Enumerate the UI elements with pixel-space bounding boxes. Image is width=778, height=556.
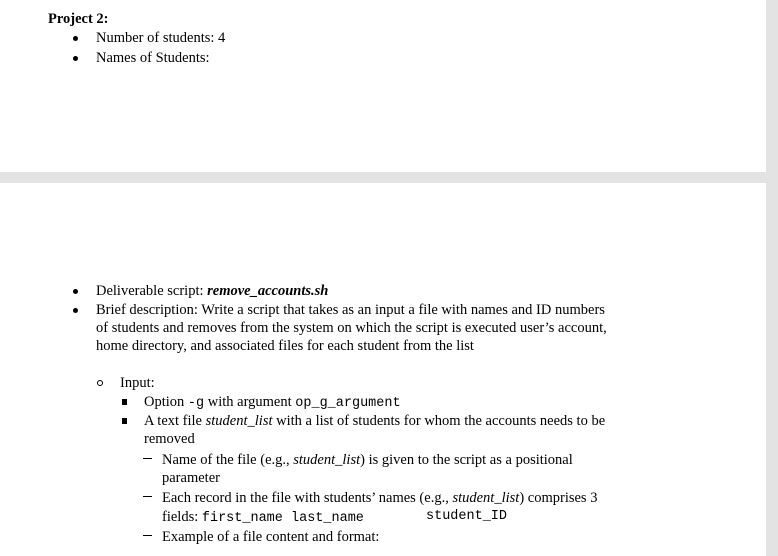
each-record-prefix: Each record in the file with students’ names (e.g., bbox=[162, 490, 453, 506]
option-prefix: Option bbox=[144, 394, 188, 410]
fields-names: first_name last_name bbox=[201, 511, 364, 526]
square-bullet-icon bbox=[122, 418, 127, 424]
name-of-file-line-2: parameter bbox=[162, 470, 220, 486]
option-line bbox=[144, 393, 401, 413]
bullet-icon bbox=[73, 308, 78, 313]
bullet-icon bbox=[73, 56, 78, 61]
dash-bullet-icon bbox=[143, 458, 152, 459]
option-argument: op_g_argument bbox=[295, 396, 401, 411]
deliverable-script-name: remove_accounts.sh bbox=[207, 283, 329, 299]
deliverable-label: Deliverable script: bbox=[96, 283, 208, 299]
each-record-name: student_list bbox=[452, 490, 520, 506]
hollow-bullet-icon bbox=[97, 380, 103, 386]
name-of-file-line-1 bbox=[162, 451, 573, 469]
description-line-1: Brief description: Write a script that takes as an input a file with names and ID numbers bbox=[96, 302, 605, 318]
each-record-suffix: ) comprises 3 bbox=[519, 490, 598, 506]
each-record-line-2 bbox=[162, 508, 364, 528]
bullet-icon bbox=[73, 36, 78, 41]
name-of-file-prefix: Name of the file (e.g., bbox=[162, 452, 294, 468]
option-middle: with argument bbox=[204, 394, 296, 410]
project-heading: Project 2: bbox=[48, 11, 109, 27]
names-of-students: Names of Students: bbox=[96, 50, 210, 66]
number-of-students: Number of students: 4 bbox=[96, 30, 226, 46]
dash-bullet-icon bbox=[143, 535, 152, 536]
description-line-2: of students and removes from the system on which the script is executed user’s account, bbox=[96, 320, 607, 336]
example-label: Example of a file content and format: bbox=[162, 529, 380, 545]
document-page-top bbox=[0, 0, 766, 172]
each-record-line-1 bbox=[162, 489, 597, 507]
option-flag: -g bbox=[187, 396, 205, 411]
input-label: Input: bbox=[120, 375, 155, 391]
fields-label: fields: bbox=[162, 509, 202, 525]
textfile-prefix: A text file bbox=[144, 413, 206, 429]
textfile-line-2: removed bbox=[144, 431, 195, 447]
description-line-3: home directory, and associated files for each student from the list bbox=[96, 338, 474, 354]
bullet-icon bbox=[73, 289, 78, 294]
textfile-name: student_list bbox=[205, 413, 273, 429]
dash-bullet-icon bbox=[143, 496, 152, 497]
page-gap-right bbox=[766, 0, 778, 556]
deliverable-line bbox=[96, 282, 328, 300]
name-of-file-suffix: ) is given to the script as a positional bbox=[360, 452, 573, 468]
textfile-line-1 bbox=[144, 412, 605, 430]
textfile-suffix: with a list of students for whom the accounts needs to be bbox=[272, 413, 606, 429]
fields-student-id: student_ID bbox=[426, 509, 508, 524]
square-bullet-icon bbox=[122, 399, 127, 405]
name-of-file-name: student_list bbox=[293, 452, 361, 468]
